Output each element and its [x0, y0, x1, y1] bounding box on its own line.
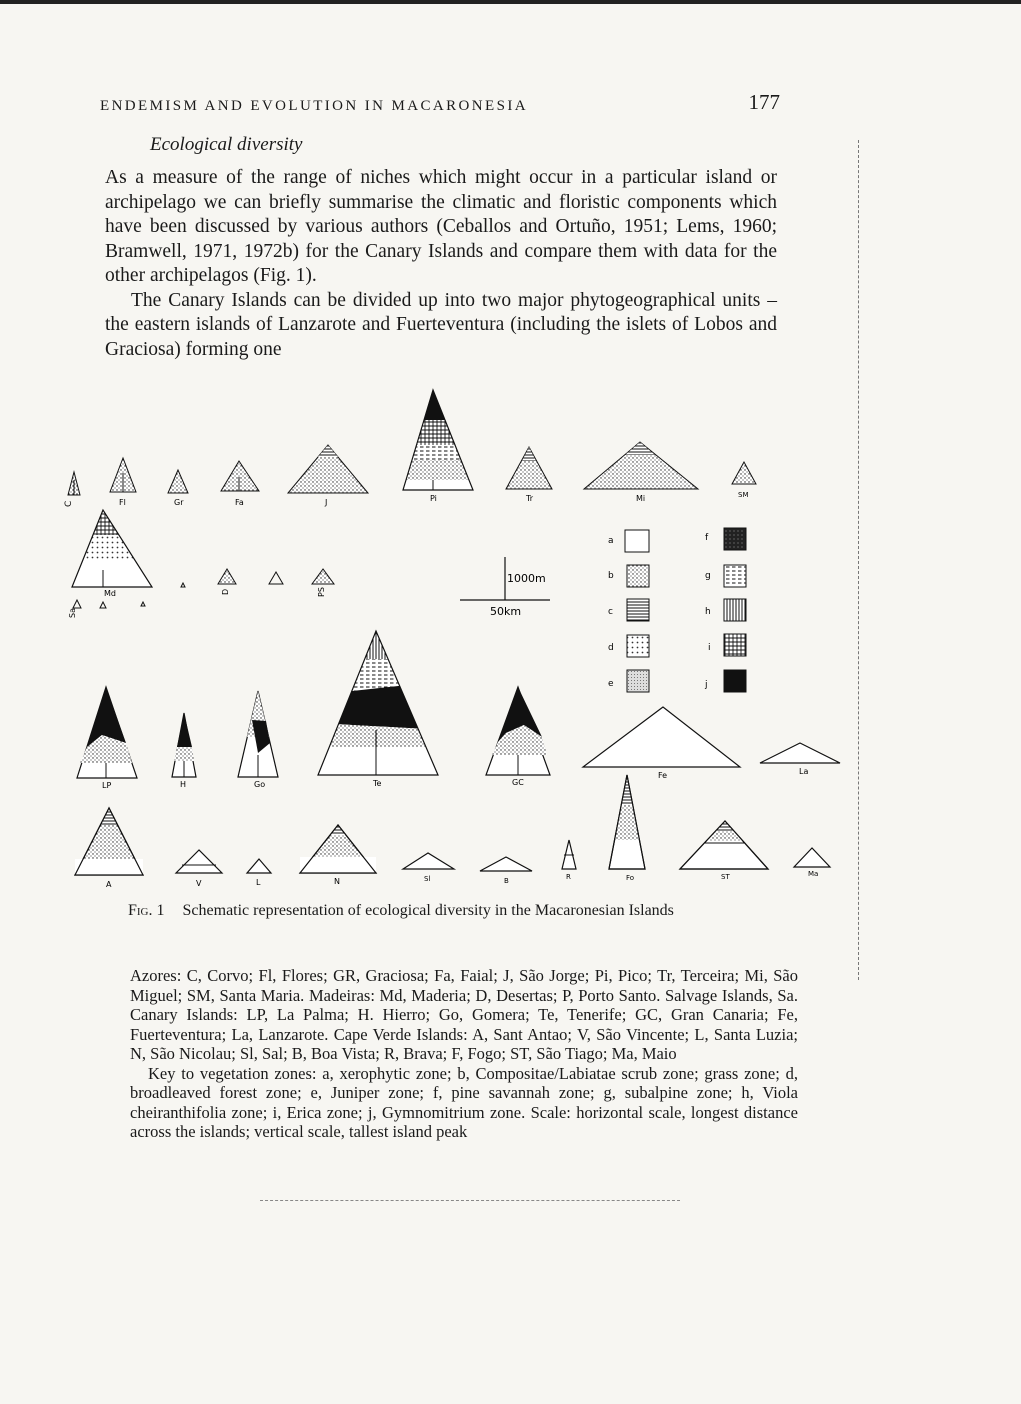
- legend-key-h: h: [705, 607, 711, 617]
- island-sao-miguel: [584, 442, 698, 503]
- island-boa-vista: [480, 857, 532, 885]
- legend-swatch-d: [627, 635, 649, 657]
- footer-rule: [260, 1200, 680, 1201]
- island-sao-jorge: [288, 445, 368, 507]
- legend-swatch-f: [724, 528, 746, 550]
- label-sao-tiago: ST: [721, 873, 730, 881]
- island-maio: [794, 848, 830, 878]
- figure-notes: [130, 966, 798, 1142]
- legend: [608, 528, 746, 692]
- island-sal: [403, 853, 454, 883]
- label-la-palma: LP: [102, 781, 112, 790]
- label-corvo: C: [64, 500, 74, 507]
- island-hierro: [172, 713, 196, 789]
- island-la-palma: [77, 687, 137, 790]
- island-flores: [110, 458, 136, 507]
- figure-svg: [60, 385, 870, 900]
- island-graciosa: [168, 470, 188, 507]
- legend-key-b: b: [608, 571, 614, 581]
- legend-swatch-b: [627, 565, 649, 587]
- island-tenerife: [315, 625, 445, 788]
- island-corvo: [64, 472, 80, 507]
- label-hierro: H: [180, 780, 187, 789]
- legend-key-j: j: [705, 680, 708, 690]
- island-porto-santo: [312, 569, 334, 597]
- island-gomera: [238, 691, 278, 789]
- legend-swatch-g: [724, 565, 746, 587]
- label-fuerteventura: Fe: [658, 771, 668, 780]
- label-sao-miguel: Mi: [636, 494, 646, 503]
- island-desertas: [181, 569, 283, 595]
- label-faial: Fa: [235, 498, 244, 507]
- island-madeira: [70, 505, 155, 598]
- label-santa-luzia: L: [256, 878, 261, 887]
- island-salvage: [68, 600, 145, 618]
- label-desertas: D: [221, 588, 230, 595]
- label-salvage: Sa: [68, 608, 77, 618]
- island-gran-canaria: [486, 687, 550, 787]
- legend-key-c: c: [608, 607, 613, 617]
- figure-ecological-diversity: [60, 385, 870, 900]
- island-fogo: [609, 775, 645, 882]
- section-heading: Ecological diversity: [150, 134, 303, 155]
- label-gomera: Go: [254, 780, 266, 789]
- label-sao-nicolau: N: [334, 877, 340, 886]
- legend-swatch-c: [627, 599, 649, 621]
- running-title: ENDEMISM AND EVOLUTION IN MACARONESIA: [100, 98, 528, 114]
- legend-swatch-h: [724, 599, 746, 621]
- legend-swatch-j: [724, 670, 746, 692]
- legend-swatch-i: [724, 634, 746, 656]
- label-graciosa: Gr: [174, 498, 184, 507]
- island-terceira: [506, 447, 552, 503]
- islands-key: Azores: C, Corvo; Fl, Flores; GR, Graciosa; Fa, Faial; J, São Jorge; Pi, Pico; Tr, Terceira; Mi, São Miguel; SM, Santa Maria. Madeiras: Md, Maderia; D, Desertas; P, Porto Santo. Salvage Islands, Sa. Canary Islands: LP, La Palma; H. Hierro; Go, Gomera; Te, Tenerife; GC, Gran Canaria; Fe, Fuerteventura; La, Lanzarote. Cape Verde Islands: A, Sant Antao; V, São Vincente; L, Santa Luzia; N, São Nicolau; Sl, Sal; B, Boa Vista; R, Brava; F, Fogo; ST, São Tiago; Ma, Maio: [130, 966, 798, 1063]
- label-santa-maria: SM: [738, 491, 749, 499]
- legend-key-g: g: [705, 571, 711, 581]
- label-sao-vincente: V: [196, 879, 202, 888]
- label-gran-canaria: GC: [512, 778, 524, 787]
- legend-key-i: i: [708, 643, 711, 653]
- label-porto-santo: PS: [317, 587, 326, 597]
- vegetation-zones-key: Key to vegetation zones: a, xerophytic zone; b, Compositae/Labiatae scrub zone; grass zone; d, broadleaved forest zone; e, Juniper zone; f, pine savannah zone; g, subalpine zone; h, Viola cheiranthifolia zone; i, Erica zone; j, Gymnomitrium zone. Scale: horizontal scale, longest distance across the islands; vertical scale, tallest island peak: [130, 1063, 798, 1141]
- scale-bar: [460, 557, 550, 618]
- island-santa-luzia: [247, 859, 271, 887]
- label-fogo: Fo: [626, 874, 635, 882]
- paragraph: As a measure of the range of niches which might occur in a particular island or archipelago we can briefly summarise the climatic and floristic components which have been discussed by various authors (Ceballos and Ortuño, 1951; Lems, 1960; Bramwell, 1971, 1972b) for the Canary Islands and compare them with data for the other archipelagos (Fig. 1).: [105, 167, 777, 286]
- caption-text: Schematic representation of ecological diversity in the Macaronesian Islands: [182, 902, 674, 919]
- island-brava: [562, 840, 576, 881]
- label-pico: Pi: [430, 494, 437, 503]
- label-lanzarote: La: [799, 767, 809, 776]
- legend-key-e: e: [608, 679, 614, 689]
- figure-caption: [128, 902, 808, 920]
- label-boa-vista: B: [504, 877, 509, 885]
- label-terceira: Tr: [526, 494, 533, 503]
- label-sao-jorge: J: [325, 498, 328, 507]
- page-number: 177: [748, 90, 780, 114]
- label-maio: Ma: [808, 870, 819, 878]
- label-madeira: Md: [104, 589, 116, 598]
- label-flores: Fl: [119, 498, 126, 507]
- page-header: [100, 90, 780, 126]
- legend-swatch-a: [625, 530, 649, 552]
- label-sant-antao: A: [106, 880, 112, 889]
- scale-horizontal-label: 50km: [490, 605, 522, 618]
- legend-key-f: f: [705, 533, 709, 543]
- island-sao-vincente: [176, 850, 222, 888]
- legend-swatch-e: [627, 670, 649, 692]
- label-tenerife: Te: [373, 779, 382, 788]
- island-faial: [221, 461, 259, 507]
- island-sant-antao: [75, 808, 143, 889]
- legend-key-a: a: [608, 536, 614, 546]
- island-sao-nicolau: [300, 825, 376, 886]
- label-sal: Sl: [424, 875, 431, 883]
- island-sao-tiago: [680, 821, 768, 881]
- island-santa-maria: [732, 462, 756, 499]
- paragraph: The Canary Islands can be divided up into two major phytogeographical units – the eastern islands of Lanzarote and Fuerteventura (including the islets of Lobos and Graciosa) forming one: [105, 289, 777, 360]
- scale-vertical-label: 1000m: [507, 572, 546, 585]
- body-text: [105, 166, 777, 362]
- island-lanzarote: [760, 743, 840, 776]
- scan-top-edge: [0, 0, 1021, 4]
- island-fuerteventura: [583, 707, 740, 780]
- island-pico: [400, 385, 480, 503]
- legend-key-d: d: [608, 643, 614, 653]
- label-brava: R: [566, 873, 571, 881]
- figure-label: Fig. 1: [128, 902, 165, 919]
